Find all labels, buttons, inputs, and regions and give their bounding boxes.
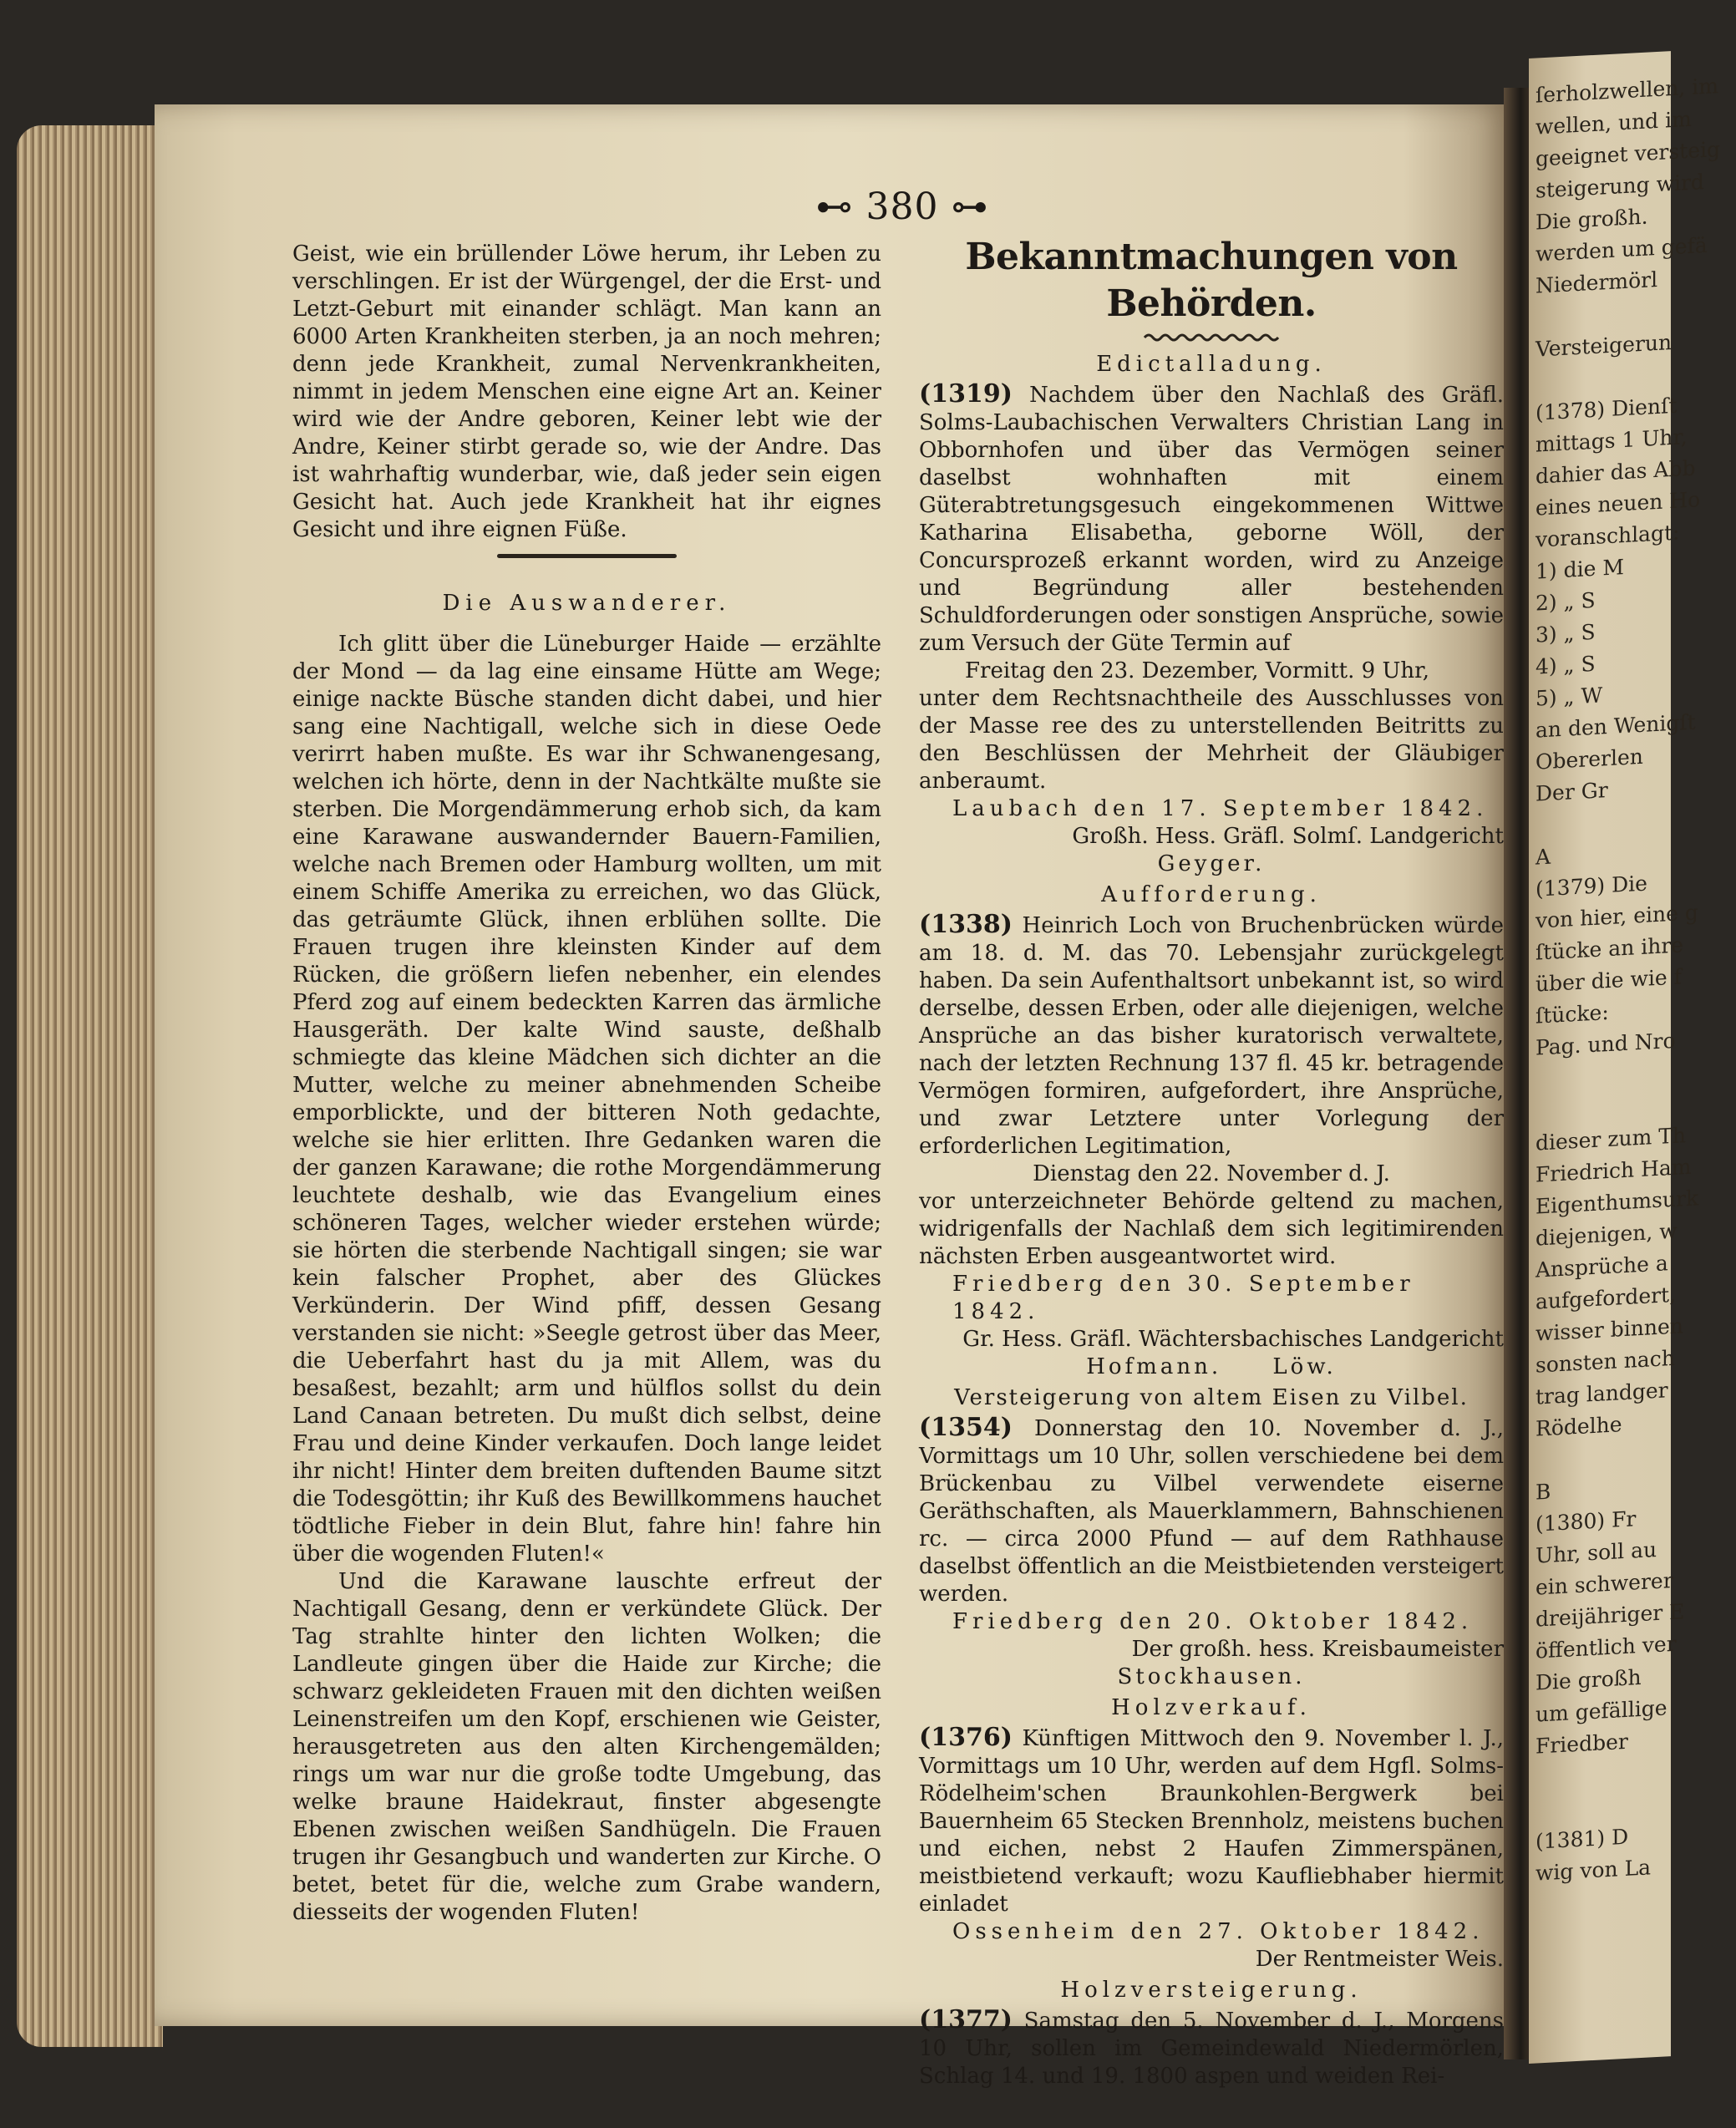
notice-holzversteigerung [919, 1977, 1504, 2090]
notice-place-date: Ossenheim den 27. Oktober 1842. [952, 1919, 1485, 1944]
adjacent-page-line: diejenigen, w [1535, 1218, 1678, 1251]
adjacent-page-line: an den Wenigſt [1535, 709, 1696, 743]
adjacent-page-line [1535, 1089, 1736, 1100]
adjacent-page-line: Eigenthumsurk [1535, 1186, 1699, 1219]
adjacent-page-line: ein schwerer [1535, 1567, 1673, 1600]
notice-date-line: Dienstag den 22. November d. J. [1033, 1161, 1390, 1186]
notice-authority: Der großh. hess. Kreisbaumeister [1131, 1637, 1504, 1662]
notice-title: Versteigerung von altem Eisen zu Vilbel. [954, 1385, 1469, 1410]
notice-title: Holzverkauf. [1111, 1695, 1312, 1720]
adjacent-page-line: B [1535, 1479, 1551, 1505]
adjacent-page-line: Rödelhe [1535, 1412, 1622, 1441]
notice-body: Donnerstag den 10. November d. J., Vormittags um 10 Uhr, sollen verschiedene bei dem Brückenbau zu Vilbel verwendete eiserne Geräthschaften, als Mauerklammern, Bahnschienen rc. — circa 2000 Pfund — auf dem Rathhause daselbst öffentlich an die Meistbietenden versteigert werden. [919, 1416, 1505, 1607]
adjacent-page-line: wig von La [1535, 1855, 1652, 1886]
adjacent-page-line: trag landger [1535, 1378, 1668, 1409]
notice-number: (1377) [919, 2005, 1013, 2034]
adjacent-page-line: wellen, und im [1535, 106, 1692, 140]
section-divider [497, 554, 677, 558]
adjacent-page-line [1535, 1787, 1736, 1798]
adjacent-page-line: eines neuen Ho [1535, 487, 1701, 521]
adjacent-page-line: Der Gr [1535, 778, 1608, 806]
notice-body-continued: vor unterzeichneter Behörde geltend zu machen, widrigenfalls der Nachlaß dem sich legitimirenden nächsten Erben ausgeantwortet wird. [919, 1189, 1504, 1269]
adjacent-page-line: Die großh. [1535, 204, 1648, 235]
adjacent-page-line: um gefällige [1535, 1695, 1667, 1727]
adjacent-page-line: Friedber [1535, 1729, 1628, 1759]
notice-signatory: Geyger. [1157, 851, 1266, 876]
notice-body: Heinrich Loch von Bruchenbrücken würde am 18. d. M. das 70. Lebensjahr zurückgelegt haben. Da sein Aufenthaltsort unbekannt ist, so wird derselbe, dessen Erben, oder alle diejenigen, welche Ansprüche an das bisher kuratorisch verwaltete, nach der letzten Rechnung 137 fl. 45 kr. betragende Vermögen formiren, aufgefordert, ihre Ansprüche, und zwar Letztere unter Vorlegung der erforderlichen Legitimation, [919, 913, 1504, 1159]
adjacent-page-line: Uhr, soll au [1535, 1536, 1657, 1568]
page-number: 380 [865, 185, 939, 228]
adjacent-page-line: (1381) D [1535, 1824, 1629, 1854]
adjacent-page-line: 1) die M [1535, 555, 1624, 584]
adjacent-page-line: Friedrich Ham [1535, 1154, 1692, 1187]
notice-signatory: Hofmann. Löw. [1086, 1354, 1337, 1379]
notice-authority: Großh. Hess. Gräfl. Solmſ. Landgericht [1072, 824, 1504, 849]
adjacent-page-line: dreijähriger E [1535, 1599, 1685, 1632]
adjacent-page-line: sonsten nach [1535, 1345, 1675, 1378]
notice-authority: Gr. Hess. Gräfl. Wächtersbachisches Landgericht [962, 1327, 1504, 1352]
notice-place-date: Laubach den 17. September 1842. [952, 796, 1489, 821]
adjacent-page-text [1529, 74, 1721, 2055]
adjacent-page-line: Versteigerun [1535, 330, 1673, 362]
adjacent-page [1529, 51, 1721, 2064]
announcements-heading: Bekanntmachungen von Behörden. [965, 236, 1458, 325]
adjacent-page-line: öffentlich ver [1535, 1631, 1677, 1663]
notice-title: Holzversteigerung. [1060, 1978, 1363, 2003]
notice-body: Samstag den 5. November d. J., Morgens 10 Uhr, sollen im Gemeindewald Niedermörlen, Schlag 14. und 19. 1800 aspen und weiden Rei- [919, 2009, 1505, 2089]
notice-edictalladung [919, 351, 1504, 878]
adjacent-page-line: werden um gefä [1535, 232, 1708, 267]
adjacent-page-line: Niedermörl [1535, 267, 1658, 298]
adjacent-page-line: ſerholzwellen, im [1535, 74, 1718, 108]
adjacent-page-line: Pag. und Nro [1535, 1028, 1676, 1060]
folio-ornament-left: ⊷ [815, 185, 854, 228]
notice-number: (1319) [919, 379, 1013, 409]
adjacent-page-line: 3) „ S [1535, 619, 1596, 648]
adjacent-page-line: A [1535, 844, 1551, 870]
notice-body: Nachdem über den Nachlaß des Gräfl. Solms-Laubachischen Verwalters Christian Lang in Obbornhofen und über das Vermögen seiner daselbst wohnhaften mit einem Güterabtretungsgesuch eingekommenen Wittwe Katharina Elisabetha, geborne Wöll, der Concursprozeß erkannt worden, wird zu Anzeige und Begründung aller bestehenden Schuldforderungen oder sonstigen Ansprüche, sowie zum Versuch der Güte Termin auf [919, 383, 1505, 656]
adjacent-page-line: (1378) Dienſt [1535, 393, 1678, 425]
left-column [292, 241, 881, 1927]
page-stack-edge [17, 125, 163, 2047]
notice-number: (1376) [919, 1723, 1013, 1752]
intro-paragraph: Geist, wie ein brüllender Löwe herum, ihr Leben zu verschlingen. Er ist der Würgengel, der die Erst- und Letzt-Geburt mit einander schlägt. Man kann an 6000 Arten Krankheiten sterben, ja an noch mehren; denn jede Krankheit, zumal Nervenkrankheiten, nimmt in jedem Menschen eine eigne Art an. Keiner wird wie der Andre geboren, Keiner lebt wie der Andre, Keiner stirbt gerade so, wie der Andre. Das ist wahrhaftig wunderbar, wie, daß jeder sein eigen Gesicht hat. Auch jede Krankheit hat ihr eignes Gesicht und ihre eignen Füße. [292, 241, 881, 542]
notice-signatory: Stockhausen. [1117, 1664, 1306, 1689]
adjacent-page-line: von hier, eine g [1535, 900, 1698, 933]
notice-authority: Der Rentmeister Weis. [1255, 1947, 1504, 1972]
adjacent-page-line: dahier das Abb [1535, 455, 1696, 489]
notice-body: Künftigen Mittwoch den 9. November l. J., Vormittags um 10 Uhr, werden auf dem Hgfl. Solms-Rödelheim'schen Braunkohlen-Bergwerk bei Bauernheim 65 Stecken Brennholz, meistens buchen und eichen, nebst 2 Haufen Zimmerspänen, meistbietend verkauft; wozu Kaufliebhaber hiermit einladet [919, 1726, 1504, 1917]
adjacent-page-line: steigerung wird [1535, 169, 1704, 203]
adjacent-page-line: Ansprüche a [1535, 1251, 1668, 1282]
right-column [919, 234, 1504, 2090]
story-paragraph: Ich glitt über die Lüneburger Haide — erzählte der Mond — da lag eine einsame Hütte am Wege; einige nackte Büsche standen dicht dabei, und hier sang eine Nachtigall, welche sich in diese Oede verirrt haben mußte. Es war ihr Schwanengesang, welchen ich hörte, denn in der Nachtkälte mußte sie sterben. Die Morgendämmerung erhob sich, da kam eine Karawane auswandernder Bauern-Familien, welche nach Bremen oder Hamburg wollten, um mit einem Schiffe Amerika zu erreichen, wo das Glück, das geträumte Glück, ihnen erblühen sollte. Die Frauen trugen ihre kleinsten Kinder auf dem Rücken, die größern liefen nebenher, ein elendes Pferd zog auf einem bedeckten Karren das ärmliche Hausgeräth. Der kalte Wind sauste, deßhalb schmiegte das kleine Mädchen sich dichter an die Mutter, welche zu meiner abnehmenden Scheibe emporblickte, und der bitteren Noth gedachte, welche sie hier erlitten. Ihre Gedanken waren die der ganzen Karawane; die rothe Morgendämmerung leuchtete deshalb, wie das Evangelium eines schöneren Tages, welcher wieder erstehen würde; sie hörten die sterbende Nachtigall singen; sie war kein falscher Prophet, aber des Glückes Verkünderin. Der Wind pfiff, dessen Gesang verstanden sie nicht: »Seegle getrost über das Meer, die Ueberfahrt hast du ja mit Allem, was du besaßest, bezahlt; arm und hülflos sollst du dein Land Canaan betreten. Du mußt dich selbst, deine Frau und deine Kinder verkaufen. Doch lange leidet ihr nicht! Hinter dem breiten duftenden Baume sitzt die Todesgöttin; ihr Kuß des Bewillkommens hauchet tödtliche Fieber in dein Blut, fahre hin! fahre hin über die wogenden Fluten!« [292, 632, 881, 1567]
adjacent-page-line: ſtücke: [1535, 999, 1609, 1028]
adjacent-page-line: dieser zum Th [1535, 1123, 1687, 1155]
adjacent-page-line: über die wie f [1535, 964, 1682, 997]
folio-ornament-right: ⊶ [951, 185, 989, 228]
notice-versteigerung-eisen [919, 1384, 1504, 1691]
adjacent-page-line: (1379) Die [1535, 871, 1647, 901]
ornamental-squiggle [1145, 333, 1278, 343]
notice-body-continued: unter dem Rechtsnachtheile des Ausschlusses von der Masse ree des zu unterstellenden Beitritts zu den Beschlüssen der Mehrheit der Gläubiger anberaumt. [919, 686, 1504, 794]
adjacent-page-line: ſtücke an ihre [1535, 932, 1684, 965]
adjacent-page-line: Die großh [1535, 1664, 1642, 1695]
notice-aufforderung [919, 881, 1504, 1381]
adjacent-page-line: Obererlen [1535, 744, 1643, 775]
adjacent-page-line: 4) „ S [1535, 651, 1596, 679]
page-number-header [802, 185, 1003, 228]
adjacent-page-line: 5) „ W [1535, 683, 1603, 711]
adjacent-page-line: 2) „ S [1535, 587, 1596, 616]
notice-number: (1354) [919, 1413, 1013, 1442]
notice-title: Aufforderung. [1101, 882, 1322, 907]
notice-place-date: Friedberg den 30. September 1842. [952, 1272, 1415, 1324]
adjacent-page-line: mittags 1 Uhr, [1535, 424, 1688, 457]
adjacent-page-line: (1380) Fr [1535, 1506, 1637, 1536]
story-title: Die Auswanderer. [442, 591, 732, 616]
adjacent-page-line: aufgefordert, [1535, 1282, 1677, 1314]
notice-date-line: Freitag den 23. Dezember, Vormitt. 9 Uhr, [965, 658, 1429, 683]
notice-number: (1338) [919, 910, 1013, 939]
notice-place-date: Friedberg den 20. Oktober 1842. [952, 1609, 1474, 1634]
adjacent-page-line: voranschlagt: [1535, 520, 1680, 552]
notice-title: Edictalladung. [1096, 352, 1327, 377]
story-paragraph: Und die Karawane lauschte erfreut der Nachtigall Gesang, denn er verkündete Glück. Der Tag strahlte hinter den lichten Wolken; die Landleute gingen über die Haide zur Kirche; die schwarz gekleideten Frauen mit den dichten weißen Leinenstreifen um den Kopf, erschienen wie Geister, herausgetreten aus den alten Kirchengemälden; rings um war nur die große todte Umgebung, das welke braune Haidekraut, finster abgesengte Ebenen zwischen weißen Sandhügeln. Die Frauen trugen ihr Gesangbuch und wanderten zur Kirche. O betet, betet für die, welche zum Grabe wandern, diesseits der wogenden Fluten! [292, 1569, 881, 1925]
adjacent-page-line: geeignet versteig [1535, 136, 1721, 171]
adjacent-page-line: wisser binnen [1535, 1313, 1683, 1346]
notice-holzverkauf [919, 1694, 1504, 1973]
